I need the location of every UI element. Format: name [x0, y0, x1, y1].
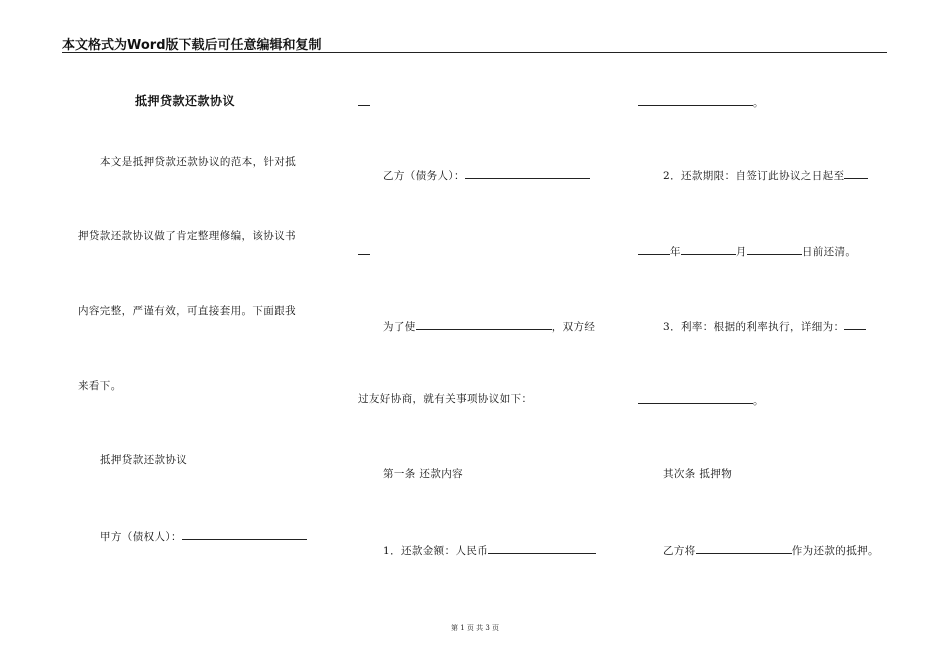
- year-label: 年: [670, 246, 681, 258]
- rate-continuation-line: [638, 392, 764, 408]
- article-2-heading: 其次条 抵押物: [663, 468, 733, 480]
- rate-line: [663, 318, 866, 334]
- party-b-blank[interactable]: [465, 167, 590, 179]
- article-1-heading: 第一条 还款内容: [383, 468, 464, 480]
- term-blank[interactable]: [844, 167, 868, 179]
- purpose-blank[interactable]: [416, 318, 552, 330]
- carryover-line-2: [358, 243, 370, 259]
- party-b-label: 乙方（债务人）：: [383, 170, 465, 182]
- amount-line: [383, 542, 596, 558]
- party-a-line: [100, 528, 307, 544]
- page-header: [62, 36, 887, 53]
- purpose-prefix: 为了使: [383, 321, 416, 333]
- year-blank[interactable]: [638, 243, 670, 255]
- carryover-blank-3[interactable]: [638, 94, 753, 106]
- intro-line-1: 本文是抵押贷款还款协议的范本，针对抵: [100, 156, 297, 168]
- rate-continuation-blank[interactable]: [638, 392, 753, 404]
- consult-line: 过友好协商，就有关事项协议如下：: [358, 393, 533, 405]
- header-text: 本文格式为Word版下载后可任意编辑和复制: [62, 38, 322, 53]
- party-b-line: [383, 167, 590, 183]
- carryover-blank-1[interactable]: [358, 94, 370, 106]
- document-title: 抵押贷款还款协议: [135, 94, 236, 108]
- amount-blank[interactable]: [488, 542, 596, 554]
- carryover-period-1: 。: [753, 97, 764, 109]
- rate-period: 。: [753, 395, 764, 407]
- day-blank[interactable]: [747, 243, 802, 255]
- pledge-prefix: 乙方将: [663, 545, 696, 557]
- term-line: [663, 167, 868, 183]
- day-label: 日前还清。: [801, 246, 857, 258]
- pledge-blank[interactable]: [696, 542, 792, 554]
- purpose-line: [383, 318, 595, 334]
- page-footer: 第 1 页 共 3 页: [450, 624, 500, 632]
- pledge-suffix: 作为还款的抵押。: [791, 545, 879, 557]
- carryover-line-1: [358, 94, 370, 110]
- term-label: 2．还款期限：自签订此协议之日起至: [663, 170, 845, 182]
- month-label: 月: [735, 246, 747, 258]
- intro-line-3: 内容完整，严谨有效，可直接套用。下面跟我: [78, 305, 296, 317]
- rate-blank[interactable]: [844, 318, 866, 330]
- rate-label: 3．利率：根据的利率执行，详细为：: [663, 321, 845, 333]
- agreement-subtitle: 抵押贷款还款协议: [100, 454, 188, 466]
- intro-line-2: 押贷款还款协议做了肯定整理修编，该协议书: [78, 230, 296, 242]
- intro-line-4: 来看下。: [78, 380, 122, 392]
- party-a-blank[interactable]: [182, 528, 307, 540]
- carryover-line-3: [638, 94, 764, 110]
- amount-label: 1．还款金额：人民币: [383, 545, 489, 557]
- pledge-line: [663, 542, 879, 558]
- purpose-suffix: ，双方经: [551, 321, 596, 333]
- party-a-label: 甲方（债权人）：: [100, 531, 182, 543]
- month-blank[interactable]: [681, 243, 736, 255]
- carryover-blank-2[interactable]: [358, 243, 370, 255]
- date-line: [638, 243, 856, 259]
